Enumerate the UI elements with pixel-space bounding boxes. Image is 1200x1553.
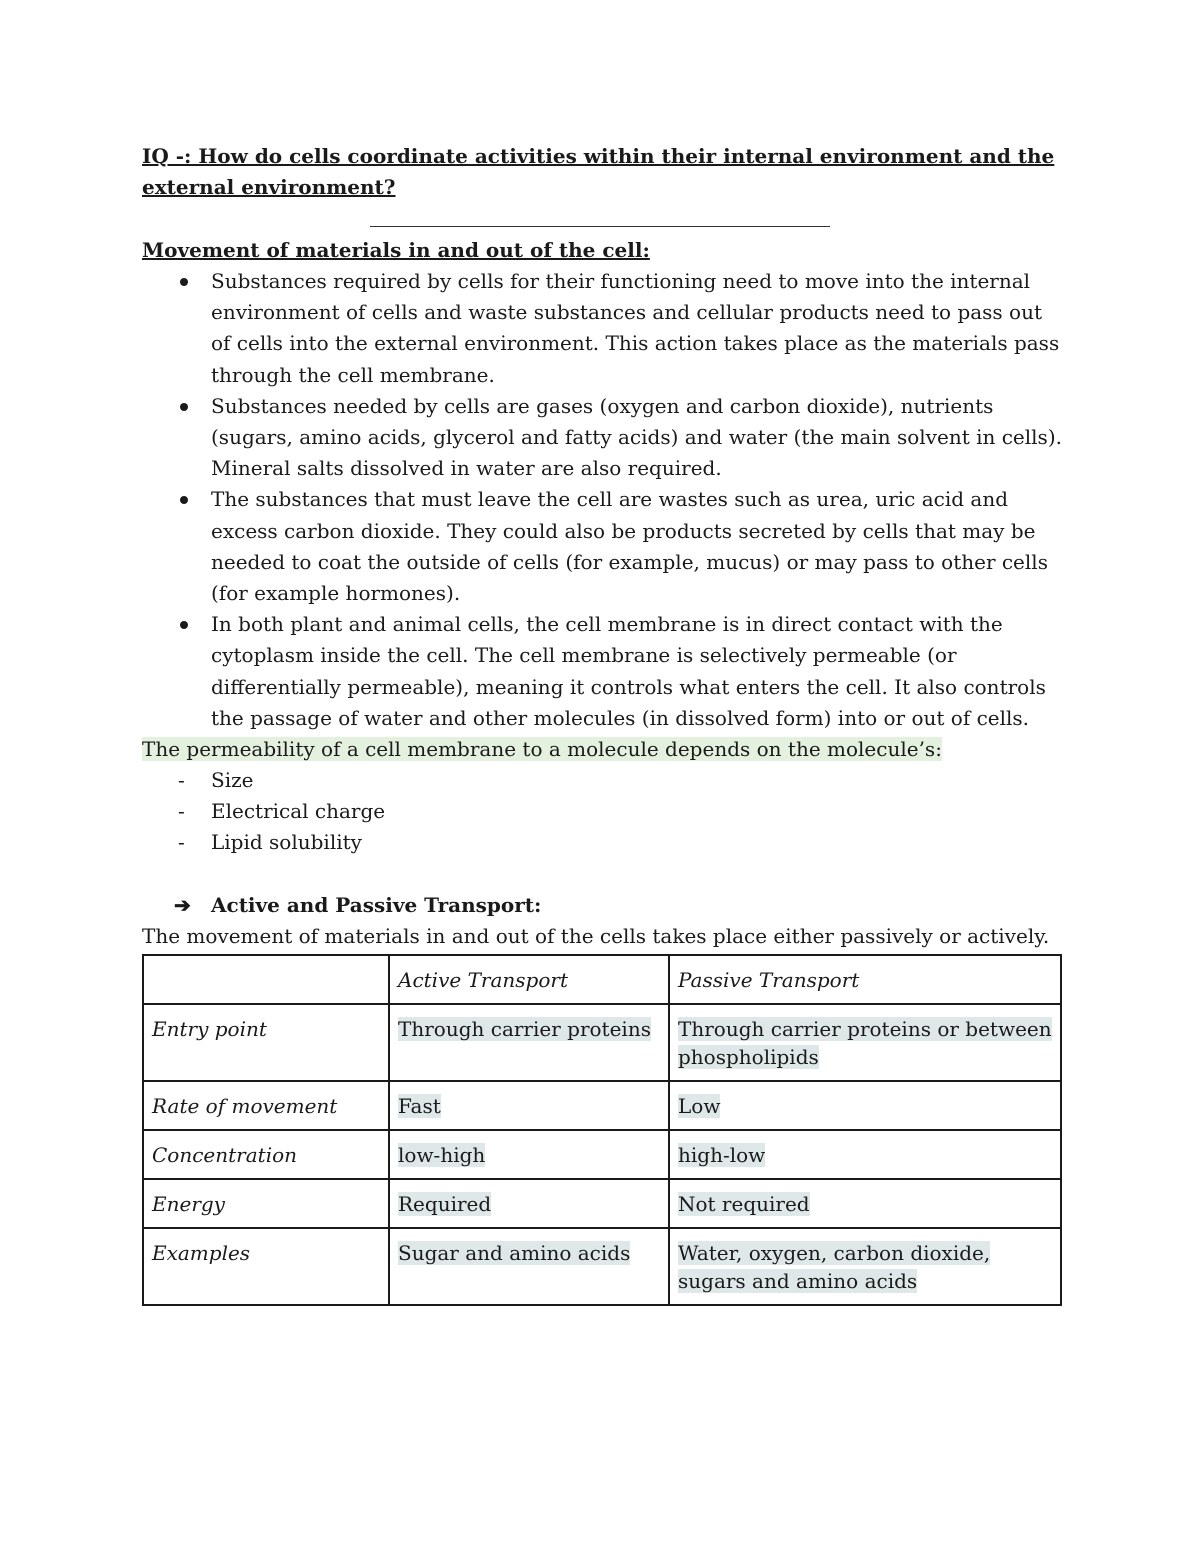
factor-item: [142, 765, 1062, 796]
active-cell: [389, 1081, 669, 1130]
transport-heading: [142, 890, 1062, 921]
transport-intro: The movement of materials in and out of the cells takes place either passively or actively.: [142, 923, 1050, 948]
bullet-text: Substances required by cells for their functioning need to move into the internal environment of cells and waste substances and cellular products need to pass out of cells into the external environment. This action takes place as the materials pass through the cell membrane.: [211, 269, 1060, 387]
passive-cell: [669, 1130, 1061, 1179]
bullet-list: [142, 266, 1062, 734]
iq-question: How do cells coordinate activities within their internal environment and the external environment?: [142, 144, 1055, 199]
active-value: Sugar and amino acids: [398, 1240, 631, 1265]
factor-item: [142, 827, 1062, 858]
factor-text: Size: [211, 768, 254, 793]
bullet-text: In both plant and animal cells, the cell membrane is in direct contact with the cytoplasm inside the cell. The cell membrane is selectively permeable (or differentially permeable), meaning it controls what enters the cell. It also controls the passage of water and other molecules (in dissolved form) into or out of cells.: [211, 612, 1046, 730]
bullet-item: [142, 391, 1062, 485]
factor-text: Lipid solubility: [211, 830, 362, 855]
active-value: Through carrier proteins: [398, 1016, 651, 1041]
factor-list: [142, 765, 1062, 859]
permeability-statement: [142, 734, 1062, 765]
row-label: Entry point: [143, 1004, 389, 1081]
table-row: [143, 1179, 1061, 1228]
row-label: Examples: [143, 1228, 389, 1305]
table-header-cell: Passive Transport: [669, 955, 1061, 1004]
table-row: [143, 1081, 1061, 1130]
inquiry-question: [142, 141, 1062, 203]
passive-value: Not required: [678, 1191, 810, 1216]
row-label: Energy: [143, 1179, 389, 1228]
passive-cell: [669, 1081, 1061, 1130]
dash-icon: -: [178, 799, 185, 824]
active-cell: [389, 1228, 669, 1305]
table-row: [143, 1228, 1061, 1305]
active-cell: [389, 1130, 669, 1179]
passive-cell: [669, 1004, 1061, 1081]
passive-value: Low: [678, 1093, 721, 1118]
bullet-item: [142, 266, 1062, 391]
section-heading: Movement of materials in and out of the cell:: [142, 238, 650, 262]
active-cell: [389, 1179, 669, 1228]
separator-line: [370, 226, 830, 227]
dash-icon: -: [178, 768, 185, 793]
transport-comparison-table: [142, 954, 1062, 1306]
bullet-icon: [180, 496, 188, 504]
passive-value: Through carrier proteins or between phospholipids: [678, 1016, 1052, 1069]
table-header-row: [143, 955, 1061, 1004]
iq-question-text: [142, 144, 1054, 199]
bullet-item: [142, 609, 1062, 734]
row-label: Concentration: [143, 1130, 389, 1179]
active-cell: [389, 1004, 669, 1081]
table-header-cell: Active Transport: [389, 955, 669, 1004]
table-row: [143, 1004, 1061, 1081]
document-content: [142, 141, 1062, 1306]
passive-cell: [669, 1179, 1061, 1228]
active-value: Required: [398, 1191, 492, 1216]
bullet-text: Substances needed by cells are gases (oxygen and carbon dioxide), nutrients (sugars, amino acids, glycerol and fatty acids) and water (the main solvent in cells). Mineral salts dissolved in water are also required.: [211, 393, 1062, 481]
row-label: Rate of movement: [143, 1081, 389, 1130]
active-value: low-high: [398, 1142, 486, 1167]
bullet-icon: [180, 621, 188, 629]
table-row: [143, 1130, 1061, 1179]
transport-heading-text: Active and Passive Transport:: [211, 892, 542, 917]
table-header-cell: [143, 955, 389, 1004]
passive-cell: [669, 1228, 1061, 1305]
dash-icon: -: [178, 830, 185, 855]
active-value: Fast: [398, 1093, 441, 1118]
factor-text: Electrical charge: [211, 799, 386, 824]
passive-value: Water, oxygen, carbon dioxide, sugars and amino acids: [678, 1240, 991, 1293]
bullet-icon: [180, 278, 188, 286]
factor-item: [142, 796, 1062, 827]
iq-prefix: IQ -:: [142, 144, 192, 168]
permeability-text: The permeability of a cell membrane to a molecule depends on the molecule’s:: [142, 737, 942, 762]
bullet-item: [142, 484, 1062, 609]
bullet-icon: [180, 403, 188, 411]
bullet-text: The substances that must leave the cell are wastes such as urea, uric acid and excess carbon dioxide. They could also be products secreted by cells that may be needed to coat the outside of cells (for example, mucus) or may pass to other cells (for example hormones).: [211, 487, 1048, 606]
passive-value: high-low: [678, 1142, 766, 1167]
arrow-right-icon: ➔: [174, 892, 191, 917]
